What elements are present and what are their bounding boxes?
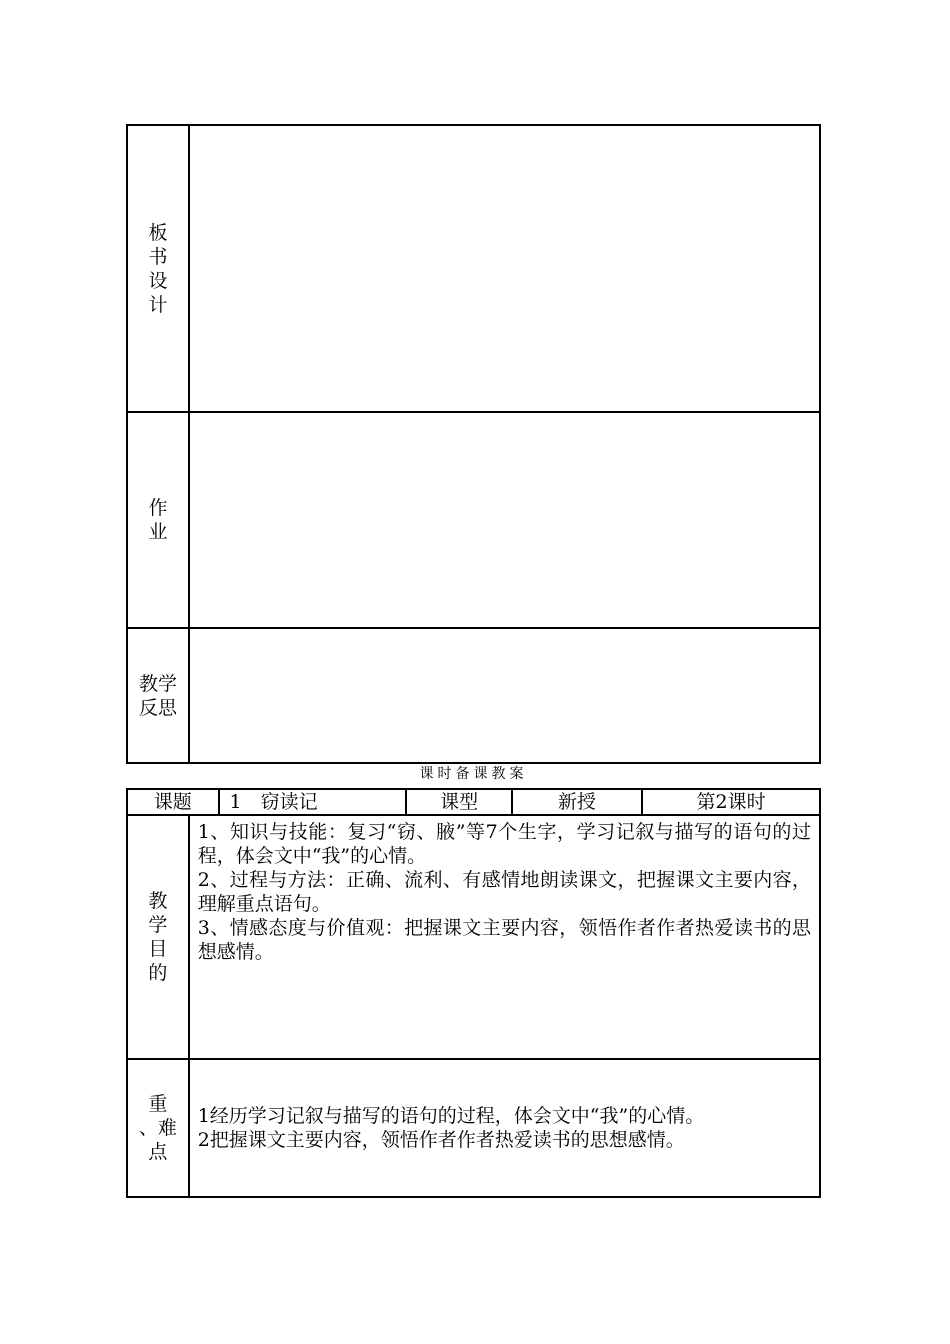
- lesson-plan-caption: 课时备课教案: [419, 766, 528, 782]
- board-design-content[interactable]: [189, 125, 820, 412]
- difficulty-content: [189, 1059, 820, 1197]
- difficulty-item: 2把握课文主要内容，领悟作者作者热爱读书的思想感情。: [197, 1129, 685, 1151]
- board-design-label: 板 书 设 计: [127, 125, 189, 412]
- reflection-content[interactable]: [189, 628, 820, 763]
- objectives-content: [189, 815, 820, 1059]
- type-label: 课型: [406, 789, 511, 815]
- top-table: [126, 124, 821, 764]
- lesson-table: [126, 788, 821, 1198]
- topic-value: 1 窃读记: [219, 789, 407, 815]
- board-design-row: [127, 125, 820, 412]
- period-value: 第2课时: [642, 789, 820, 815]
- objectives-label: 教 学 目 的: [127, 815, 189, 1059]
- lesson-header-row: [127, 789, 820, 815]
- objective-item: 2、过程与方法：正确、流利、有感情地朗读课文，把握课文主要内容，理解重点语句。: [197, 869, 811, 915]
- reflection-row: [127, 628, 820, 763]
- topic-label: 课题: [127, 789, 219, 815]
- objectives-row: [127, 815, 820, 1059]
- objective-item: 1、知识与技能：复习“窃、腋”等7个生字，学习记叙与描写的语句的过程，体会文中“我”的心情。: [197, 821, 811, 867]
- difficulty-label: 重 、难 点: [127, 1059, 189, 1197]
- homework-label: 作 业: [127, 412, 189, 628]
- reflection-label: 教学 反思: [127, 628, 189, 763]
- homework-content[interactable]: [189, 412, 820, 628]
- difficulty-row: [127, 1059, 820, 1197]
- type-value: 新授: [512, 789, 642, 815]
- difficulty-item: 1经历学习记叙与描写的语句的过程，体会文中“我”的心情。: [197, 1105, 705, 1127]
- homework-row: [127, 412, 820, 628]
- objective-item: 3、情感态度与价值观：把握课文主要内容，领悟作者作者热爱读书的思想感情。: [197, 917, 811, 963]
